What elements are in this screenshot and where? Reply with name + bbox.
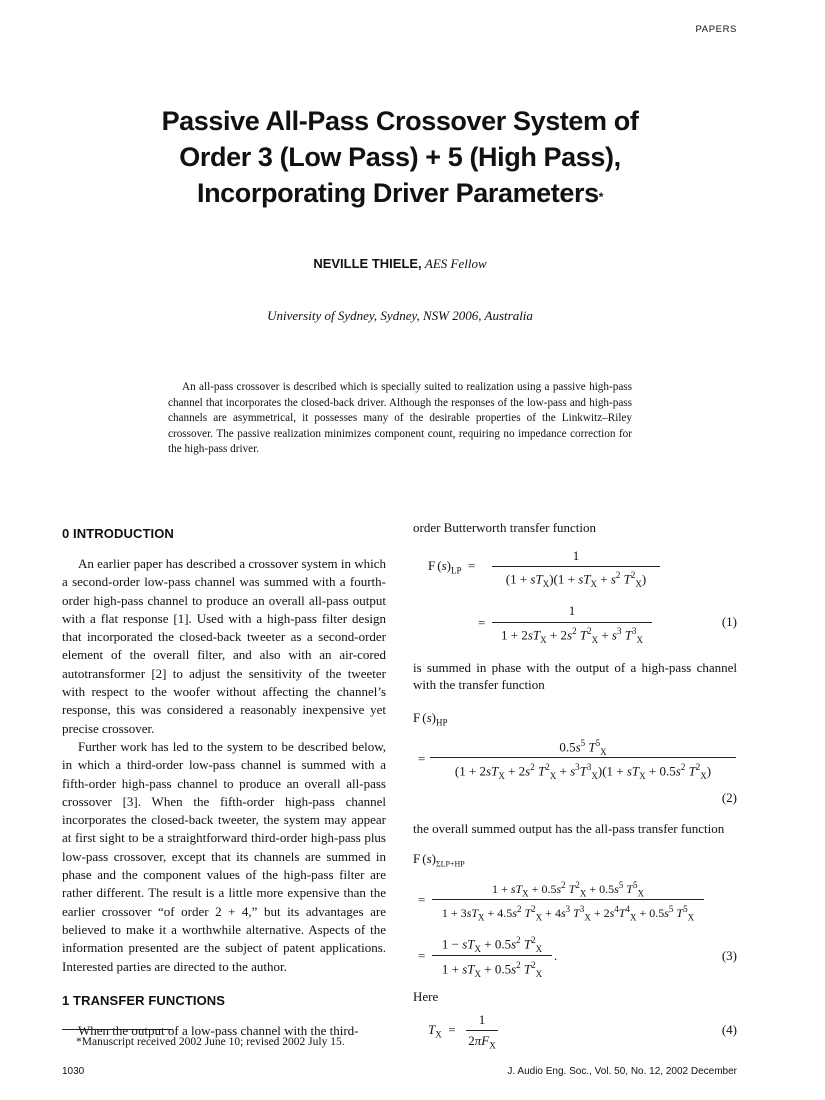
title-footnote-mark: *	[598, 190, 604, 204]
journal-citation: J. Audio Eng. Soc., Vol. 50, No. 12, 2002 December	[507, 1066, 737, 1077]
footnote: *Manuscript received 2002 June 10; revised 2002 July 15.	[76, 1036, 345, 1048]
right-text-after-eq1: is summed in phase with the output of a high-pass channel with the transfer function	[413, 660, 737, 692]
affiliation: University of Sydney, Sydney, NSW 2006, Australia	[267, 308, 533, 323]
equation-number-4: (4)	[721, 1022, 737, 1037]
section-label: PAPERS	[695, 24, 737, 35]
right-lead-text: order Butterworth transfer function	[413, 520, 597, 535]
equation-number-3: (3)	[721, 948, 737, 963]
author-role: AES Fellow	[424, 256, 487, 271]
intro-paragraph-2: Further work has led to the system to be described below, in which a third-order low-pass channel is summed with a fifth-order high-pass channel to produce an overall all-pass crossover [3]. When the fifth-order high-pass channel incorporates the closed-back tweeter, the system may appear at first sight to be a straightforward third-order high-pass plus low-pass crossover, except that its channels are summed in phase and the component values of the high-pass filter are rather different. The result is a little more expensive than the earlier crossover “of order 2 + 4,” but its advantages are believed to make it a worthwhile alternative. Aspects of the information presented are the subject of patent applications. Interested parties are directed to the author.	[62, 738, 386, 974]
author-line	[0, 256, 800, 272]
footnote-rule	[62, 1029, 173, 1030]
title-line-2: Order 3 (Low Pass) + 5 (High Pass),	[179, 142, 621, 172]
intro-heading: 0 INTRODUCTION	[62, 526, 174, 541]
equation-number-1: (1)	[721, 614, 737, 629]
page-number: 1030	[62, 1066, 85, 1077]
author-name: NEVILLE THIELE,	[313, 256, 422, 271]
right-text-here: Here	[413, 989, 439, 1004]
transfer-heading: 1 TRANSFER FUNCTIONS	[62, 992, 226, 1008]
transfer-paragraph-1: When the output of a low-pass channel with the third-	[78, 1022, 359, 1038]
title-line-1: Passive All-Pass Crossover System of	[161, 106, 639, 136]
abstract: An all-pass crossover is described which is specially suited to realization using a passive high-pass channel that incorporates the closed-back driver. Although the responses of the low-pass and high-pass channels are asymmetrical, it possesses many of the desirable properties of the Linkwitz–Riley crossover. The passive realization minimizes component count, requiring no impedance correction for the high-pass driver.	[168, 381, 632, 455]
right-text-after-eq2: the overall summed output has the all-pass transfer function	[413, 821, 725, 836]
paper-title	[100, 103, 700, 211]
left-column	[62, 526, 386, 1040]
title-line-3-text: Incorporating Driver Parameters	[196, 178, 599, 208]
equation-number-2: (2)	[721, 790, 737, 805]
intro-paragraph-1: An earlier paper has described a crossover system in which a second-order low-pass channel was summed with a fourth-order high-pass channel to produce an overall all-pass output with a flat response [1]. Used with a high-pass filter design that incorporated the closed-back tweeter as a second-order element of the overall filter, and also with an air-cored autotransformer [2] to adjust the sensitivity of the tweeter with respect to the woofer without affecting the channel’s response, this was considered a reasonably inexpensive yet precise crossover.	[62, 556, 386, 736]
title-line-3	[100, 175, 700, 211]
